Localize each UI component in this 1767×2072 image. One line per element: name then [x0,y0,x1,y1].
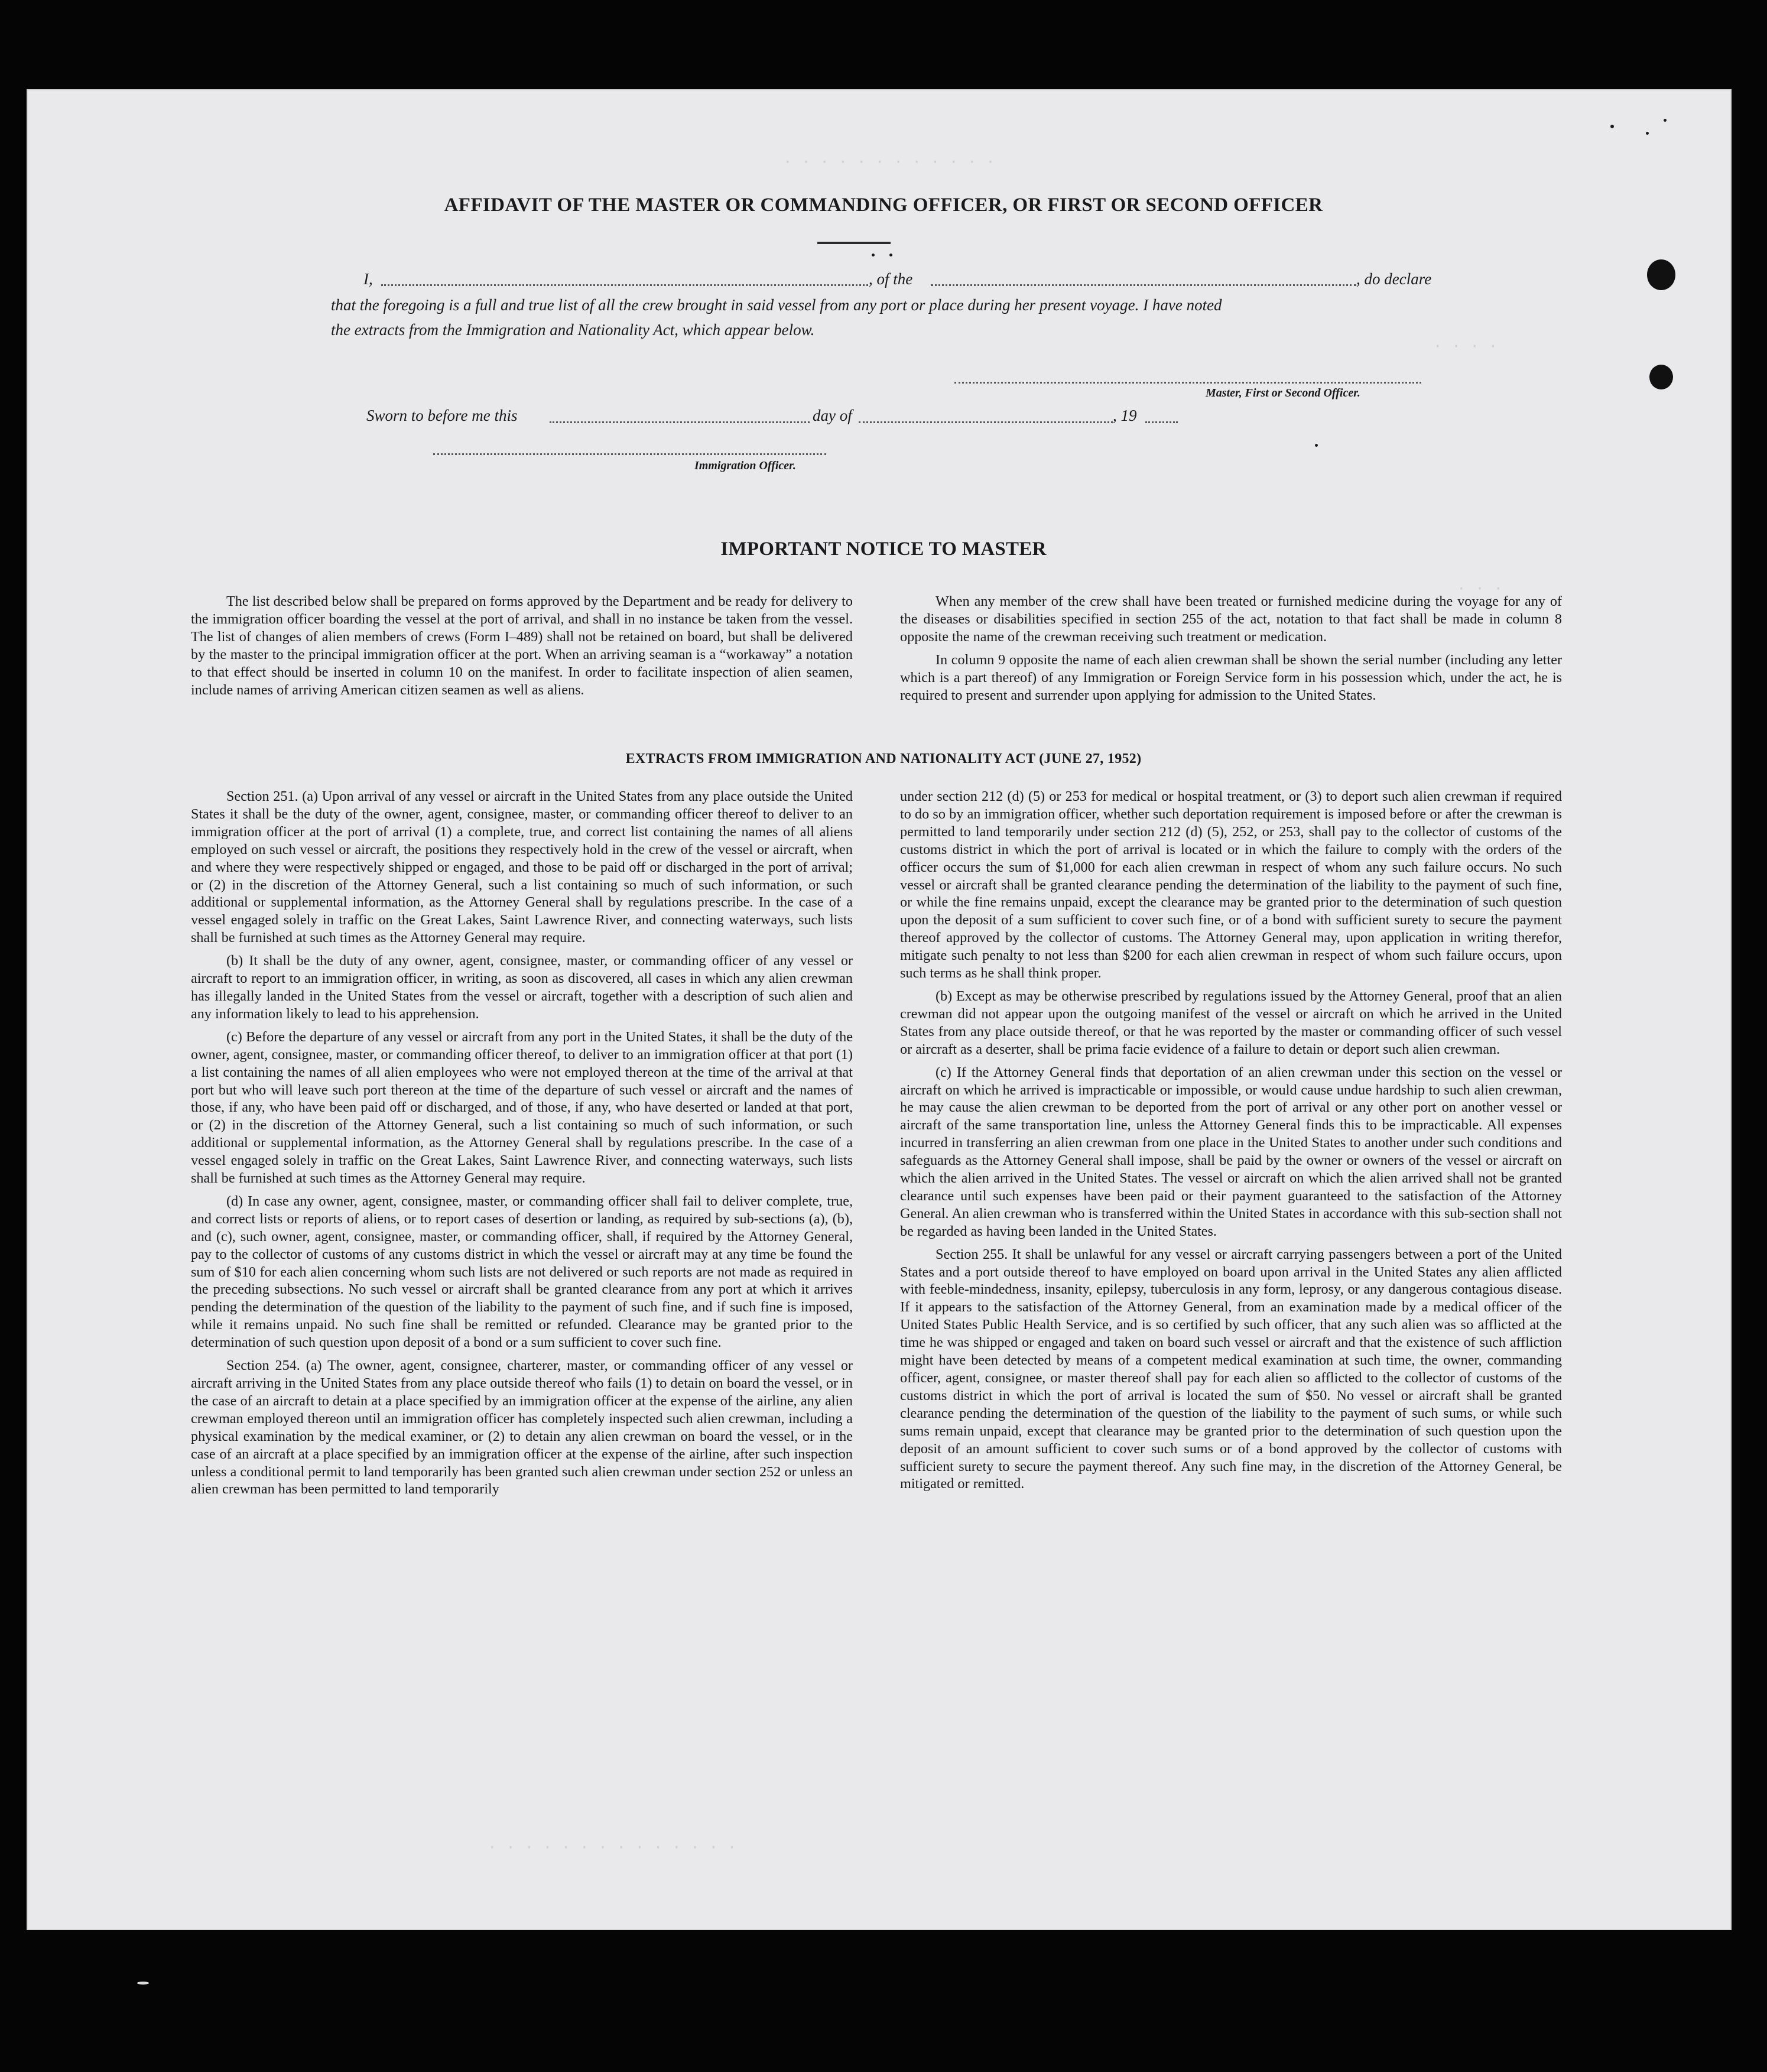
speck [889,254,892,256]
section-251-a: Section 251. (a) Upon arrival of any vessel or aircraft in the United States from any place outside the United States it shall be the duty of the owner, agent, consignee, master, or commanding officer thereof to deliver to an immigration officer at the port of arrival (1) a complete, true, and correct list containing the names of all aliens employed on such vessel or aircraft, the positions they respectively hold in the crew of the vessel or aircraft, when and where they were respectively shipped or engaged, and those to be paid off or discharged in the port of arrival; or (2) in the discretion of the Attorney General, such a list containing so much of such information, or such additional or supplemental information, as the Attorney General shall by regulations prescribe. In the case of a vessel engaged solely in traffic on the Great Lakes, Saint Lawrence River, and connecting waterways, such lists shall be furnished at such times as the Attorney General may require. [191,788,853,946]
bleed-through-line: · · · · · · · · · · · · · · [488,1839,737,1856]
title-rule [817,242,891,244]
of-the-label: , of the [869,270,913,288]
notice-right-paragraph-2: In column 9 opposite the name of each alien crewman shall be shown the serial number (including any letter which is a part thereof) of any Immigration or Foreign Service form in his possession which, under the act, he is required to present and surrender upon applying for admission to the United States. [900,651,1562,703]
sworn-label: Sworn to before me this [366,407,518,424]
scan-speck [137,1982,149,1985]
year-label: , 19 [1113,407,1137,424]
day-of-label: day of [813,407,852,424]
signature-blank [954,382,1421,384]
section-254-a: Section 254. (a) The owner, agent, consignee, charterer, master, or commanding officer of any vessel or aircraft arriving in the United States from any place outside thereof who fails (1) to detain on board the vessel, or in the case of an aircraft to detain at a place specified by an immigration officer at the expense of the airline, any alien crewman employed thereon until an immigration officer has completely inspected such alien crewman, including a physical examination by the medical examiner, or (2) to detain any alien crewman on board the vessel, or in the case of an aircraft at a place specified by an immigration officer at the expense of the airline, after such inspection unless a conditional permit to land temporarily has been granted such alien crewman under section 252 or unless an alien crewman has been permitted to land temporarily [191,1357,853,1498]
section-255: Section 255. It shall be unlawful for any vessel or aircraft carrying passengers between a port of the United States and a port outside thereof to have employed on board upon arrival in the United States any alien afflicted with feeble-mindedness, insanity, epilepsy, tuberculosis in any form, leprosy, or any dangerous contagious disease. If it appears to the satisfaction of the Attorney General, from an examination made by a medical officer of the United States Public Health Service, and is so certified by such officer, that any such alien was so afflicted at the time he was shipped or engaged and taken on board such vessel or aircraft and that the existence of such affliction might have been detected by means of a competent medical examination at such time, the owner, commanding officer, agent, consignee, or master thereof shall pay for each alien so afflicted to the collector of customs of the customs district in which the port of arrival is located the sum of $50. No vessel or aircraft shall be granted clearance pending the determination of the question of the liability to the payment of such sums, or while such sums remain unpaid, except that clearance may be granted prior to the determination of such question upon the deposit of an amount sufficient to cover such sums or of a bond approved by the collector of customs with sufficient surety to secure the payment thereof. Any such fine may, in the discretion of the Attorney General, be mitigated or remitted. [900,1246,1562,1492]
notice-left-column [191,593,853,704]
section-254-a-continued: under section 212 (d) (5) or 253 for medical or hospital treatment, or (3) to deport such alien crewman if required to do so by an immigration officer, whether such deportation requirement is imposed before or after the crewman is permitted to land temporarily under section 212 (d) (5), 252, or 253, shall pay to the collector of customs of the customs district in which the port of arrival is located or in which the failure to comply with the orders of the officer occurs the sum of $1,000 for each alien crewman in respect of whom any such failure occurs. No such vessel or aircraft shall be granted clearance pending the determination of the liability to the payment of such fine, or while the fine remains unpaid, except the clearance may be granted prior to the determination of such question upon the deposit of a sum sufficient to cover such fine, or of a bond with sufficient surety to secure the payment thereof approved by the collector of customs. The Attorney General may, upon application in writing therefor, mitigate such penalty to not less than $200 for each alien crewman in respect of whom such failure occurs, upon such terms as he shall think proper. [900,788,1562,982]
section-251-d: (d) In case any owner, agent, consignee, master, or commanding officer shall fail to deliver complete, true, and correct lists or reports of aliens, or to report cases of desertion or landing, as required by sub-sections (a), (b), and (c), such owner, agent, consignee, master, or commanding officer, shall, if required by the Attorney General, pay to the collector of customs of any customs district in which the vessel or aircraft may at any time be found the sum of $10 for each alien concerning whom such lists are not delivered or such reports are not made as required in the preceding subsections. No such vessel or aircraft shall be granted clearance from any port at which it arrives pending the determination of the question of the liability to the payment of such fine, and if such fine is imposed, while it remains unpaid. No such fine shall be remitted or refunded. Clearance may be granted prior to the determination of such question upon deposit of a bond or a sum sufficient to cover such fine. [191,1193,853,1351]
speck [1610,125,1614,128]
sworn-year-blank [1145,421,1178,423]
extracts-right-column [900,788,1562,1498]
speck [1315,444,1318,447]
punch-hole [1647,259,1675,290]
extracts-heading: EXTRACTS FROM IMMIGRATION AND NATIONALITY ACT (JUNE 27, 1952) [625,751,1142,767]
bleed-through-line: · · · [1457,580,1503,597]
bleed-through-line: · · · · [1433,337,1498,355]
section-254-c: (c) If the Attorney General finds that deportation of an alien crewman under this section on the vessel or aircraft on which he arrived is impracticable or impossible, or would cause undue hardship to such alien crewman, he may cause the alien crewman to be deported from the port of arrival or any other port on another vessel or aircraft of the same transportation line, unless the Attorney General finds this to be impracticable. All expenses incurred in transferring an alien crewman from one place in the United States to another under such conditions and safeguards as the Attorney General shall impose, shall be paid by the owner or owners of the vessel or aircraft on which the alien arrived in the United States. The vessel or aircraft on which the alien arrived shall not be granted clearance until such expenses have been paid or their payment guaranteed to the satisfaction of the Attorney General. An alien crewman who is transferred within the United States in accordance with this sub-section shall not be regarded as having been landed in the United States. [900,1064,1562,1239]
notice-heading: IMPORTANT NOTICE TO MASTER [720,538,1047,560]
immigration-officer-caption: Immigration Officer. [694,459,796,472]
speck [1646,132,1649,135]
statement-line-1: that the foregoing is a full and true list of all the crew brought in said vessel from any port or place during her present voyage. I have noted [331,296,1222,314]
section-251-b: (b) It shall be the duty of any owner, agent, consignee, master, or commanding officer of any vessel or aircraft to report to an immigration officer, in writing, as soon as discovered, all cases in which any alien crewman has illegally landed in the United States from the vessel or aircraft, together with a description of such alien and any information likely to lead to his apprehension. [191,953,853,1022]
speck [872,254,875,256]
i-label: I, [363,270,373,288]
extracts-left-column [191,788,853,1503]
speck [1664,119,1667,122]
name-blank [381,284,868,286]
bleed-through-line: · · · · · · · · · · · · [783,153,995,171]
section-251-c: (c) Before the departure of any vessel or aircraft from any port in the United States, it shall be the duty of the owner, agent, consignee, master, or commanding officer thereof, to deliver to an immigration officer at that port (1) a list containing the names of all alien employees who were not employed thereon at the time of the arrival at that port but who will leave such port thereon at the time of the departure of such vessel or aircraft and the names of those, if any, who have been paid off or discharged, and of those, if any, who have deserted or landed at that port, or (2) in the discretion of the Attorney General, such a list containing so much of such information, or such additional or supplemental information, as the Attorney General shall by regulations prescribe. In the case of a vessel engaged solely in traffic on the Great Lakes, Saint Lawrence River, and connecting waterways, such lists shall be furnished at such times as the Attorney General may require. [191,1028,853,1187]
document-title: AFFIDAVIT OF THE MASTER OR COMMANDING OFFICER, OR FIRST OR SECOND OFFICER [444,194,1323,216]
vessel-blank [931,284,1356,286]
section-254-b: (b) Except as may be otherwise prescribed by regulations issued by the Attorney General, proof that an alien crewman did not appear upon the outgoing manifest of the vessel or aircraft on which he arrived in the United States from any place outside thereof, or that he was reported by the master or commanding officer of such vessel or aircraft as a deserter, shall be prima facie evidence of a failure to detain or deport such alien crewman. [900,988,1562,1057]
notice-left-paragraph: The list described below shall be prepared on forms approved by the Department and be ready for delivery to the immigration officer boarding the vessel at the port of arrival, and shall in no instance be taken from the vessel. The list of changes of alien members of crews (Form I–489) shall not be retained on board, but shall be delivered by the master to the principal immigration officer at the port. When an arriving seaman is a “workaway” a notation to that effect should be inserted in column 10 on the manifest. In order to facilitate inspection of alien seamen, include names of arriving American citizen seamen as well as aliens. [191,593,853,698]
sworn-day-blank [550,421,810,423]
notice-right-paragraph-1: When any member of the crew shall have been treated or furnished medicine during the voyage for any of the diseases or disabilities specified in section 255 of the act, notation to that fact shall be made in column 8 opposite the name of the crewman receiving such treatment or medication. [900,593,1562,645]
do-declare-label: , do declare [1356,270,1432,288]
punch-hole [1649,365,1673,389]
notice-right-column [900,593,1562,709]
sworn-month-blank [859,421,1113,423]
signature-caption: Master, First or Second Officer. [1206,387,1360,400]
statement-line-2: the extracts from the Immigration and Nationality Act, which appear below. [331,321,815,339]
immigration-officer-blank [433,453,826,455]
affidavit-page [27,89,1732,1930]
